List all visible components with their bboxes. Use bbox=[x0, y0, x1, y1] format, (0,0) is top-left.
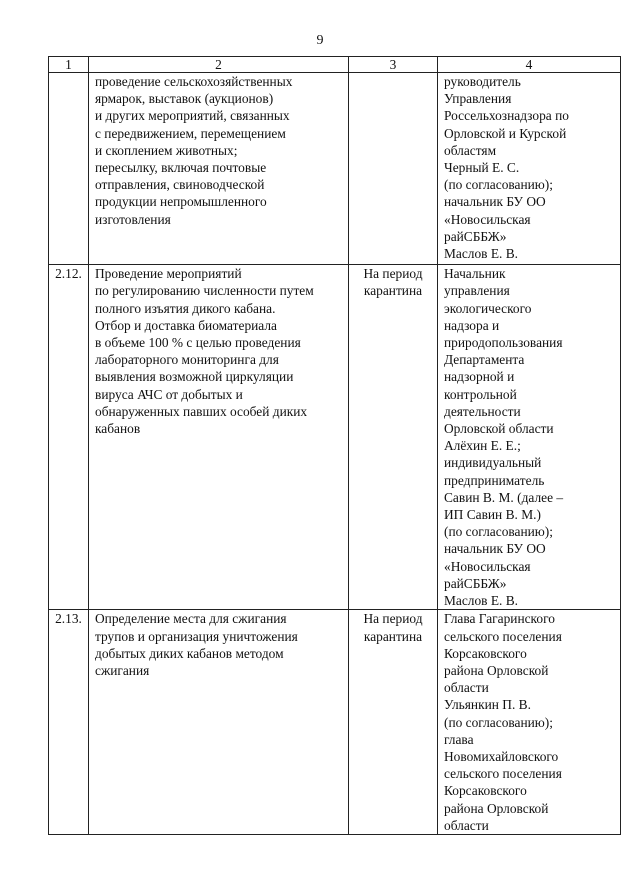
row-number bbox=[49, 73, 89, 265]
measure-period: На период карантина bbox=[349, 265, 438, 610]
measure-period bbox=[349, 73, 438, 265]
row-number: 2.12. bbox=[49, 265, 89, 610]
responsible-persons: Начальник управления экологического надзора и природопользования Департамента надзорной и контрольной деятельности Орловской области Алёхин Е. Е.; индивидуальный предприниматель Савин В. М. (далее – ИП Савин В. М.) (по согласованию); начальник БУ ОО «Новосильская райСББЖ» Маслов Е. В. bbox=[438, 265, 621, 610]
measure-description: Определение места для сжигания трупов и организация уничтожения добытых диких кабанов методом сжигания bbox=[89, 610, 349, 835]
column-header-3: 3 bbox=[349, 57, 438, 73]
row-number: 2.13. bbox=[49, 610, 89, 835]
column-header-1: 1 bbox=[49, 57, 89, 73]
column-header-2: 2 bbox=[89, 57, 349, 73]
table-header-row bbox=[49, 57, 621, 73]
table-row bbox=[49, 265, 621, 610]
measure-period: На период карантина bbox=[349, 610, 438, 835]
measure-description: Проведение мероприятий по регулированию численности путем полного изъятия дикого кабана. Отбор и доставка биоматериала в объеме 100 % с целью проведения лабораторного мониторинга для выявления возможной циркуляции вируса АЧС от добытых и обнаруженных павших особей диких кабанов bbox=[89, 265, 349, 610]
column-header-4: 4 bbox=[438, 57, 621, 73]
measure-description: проведение сельскохозяйственных ярмарок, выставок (аукционов) и других мероприятий, связанных с передвижением, перемещением и скоплением животных; пересылку, включая почтовые отправления, свиноводческой продукции непромышленного изготовления bbox=[89, 73, 349, 265]
responsible-persons: Глава Гагаринского сельского поселения Корсаковского района Орловской области Ульянкин П. В. (по согласованию); глава Новомихайловского сельского поселения Корсаковского района Орловской области bbox=[438, 610, 621, 835]
responsible-persons: руководитель Управления Россельхознадзора по Орловской и Курской областям Черный Е. С. (по согласованию); начальник БУ ОО «Новосильская райСББЖ» Маслов Е. В. bbox=[438, 73, 621, 265]
measures-table bbox=[48, 56, 621, 835]
table-row bbox=[49, 73, 621, 265]
page-number: 9 bbox=[316, 33, 324, 48]
table-row bbox=[49, 610, 621, 835]
